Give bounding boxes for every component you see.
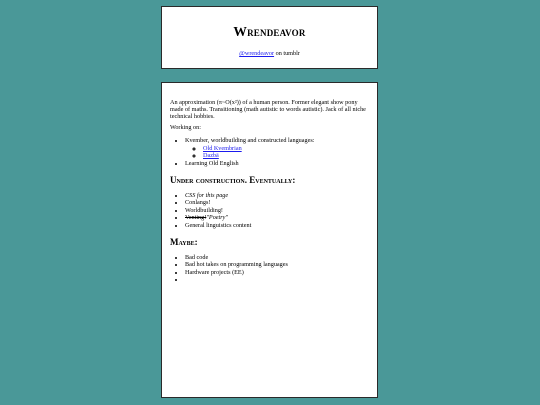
list-item [185,207,369,215]
maybe-list [170,254,369,284]
content-panel [161,82,378,398]
dazba-link[interactable]: Dazbā [203,152,219,160]
list-item [203,152,369,160]
kvember-sublist [185,145,369,160]
site-title: Wrendeavor [233,24,306,39]
linguistics-item: General linguistics content [185,221,252,229]
under-construction-heading: Under construction. Eventually: [170,174,296,185]
list-item [185,199,369,207]
list-item [185,222,369,230]
list-item [185,254,369,262]
conlangs-item: Conlangs! [185,199,211,207]
list-item [185,137,369,160]
tagline-suffix: on tumblr [274,50,300,57]
tagline [162,50,377,58]
hardware-item: Hardware projects (EE) [185,268,244,276]
maybe-heading: Maybe: [170,236,198,247]
poetry-text: "Poetry" [206,214,229,222]
bio-paragraph: An approximation (π~O(x²)) of a human person. Former elegant show pony made of maths. Transitioning (math autistic to words autistic). Jack of all niche technical hobbies. [170,99,366,120]
working-on-list [170,137,369,167]
list-item [185,269,369,277]
list-item [185,192,369,200]
working-on-label: Working on: [170,124,201,132]
kvember-label: Kvember, worldbuilding and constructed languages: [185,137,315,145]
under-construction-list [170,192,369,230]
old-kvembrian-link[interactable]: Old Kvembrian [203,144,242,152]
worldbuilding-item: Worldbuilding! [185,206,223,214]
list-item [185,160,369,168]
header-panel [161,6,378,69]
venting-struck-text: Venting! [185,214,207,222]
list-item [185,276,369,284]
list-item [185,261,369,269]
list-item [203,145,369,153]
hot-takes-item: Bad hot takes on programming languages [185,261,288,269]
css-item: CSS for this page [185,191,229,199]
old-english-label: Learning Old English [185,159,239,167]
bad-code-item: Bad code [185,253,209,261]
tumblr-handle-link[interactable]: @wrendeavor [239,50,275,57]
list-item [185,214,369,222]
